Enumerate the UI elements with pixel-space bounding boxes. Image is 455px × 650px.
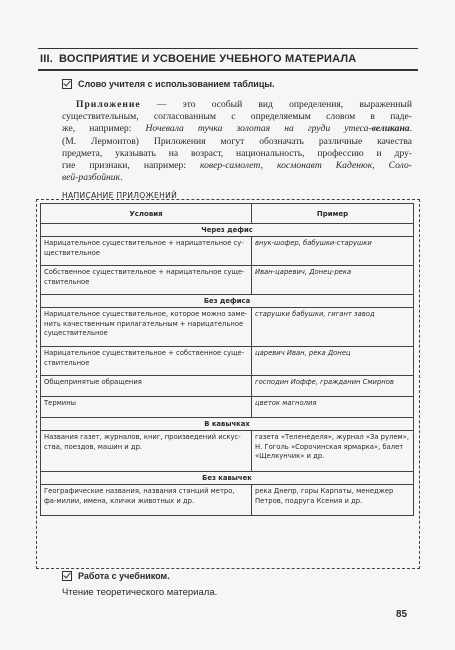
intro-line: предмета, указывать на возраст, национальность, профессию и дру- bbox=[62, 147, 412, 159]
example-cell: господин Иоффе, гражданин Смирнов bbox=[252, 376, 414, 397]
intro-line bbox=[62, 172, 412, 184]
condition-cell: Собственное существительное + нарицательное суще-ствительное bbox=[41, 266, 252, 295]
example-list: ковер-самолет, космонавт Каденюк, Соло- bbox=[200, 160, 412, 172]
task-textbook-work bbox=[62, 571, 170, 581]
table-row bbox=[41, 237, 414, 266]
example-highlight: великана bbox=[371, 123, 410, 135]
page-number: 85 bbox=[396, 609, 408, 620]
table-header-row bbox=[41, 204, 414, 224]
table-title: НАПИСАНИЕ ПРИЛОЖЕНИЙ bbox=[62, 191, 178, 200]
intro-line bbox=[62, 160, 412, 172]
intro-line: существительным, согласованным с определяемым словом в паде- bbox=[62, 111, 412, 123]
table-row bbox=[41, 397, 414, 418]
example-cell: внук-шофер, бабушки-старушки bbox=[252, 237, 414, 266]
group-without-quotes: Без кавычек bbox=[41, 472, 414, 485]
table-row bbox=[41, 485, 414, 516]
intro-text: . bbox=[120, 172, 123, 184]
example-cell: Иван-царевич, Донец-река bbox=[252, 266, 414, 295]
checkbox-icon bbox=[62, 79, 72, 89]
header-example: Пример bbox=[252, 204, 414, 224]
intro-text: гие признаки, например: bbox=[62, 160, 201, 172]
intro-line: (М. Лермонтов) Приложения могут обозначать различные качества bbox=[62, 135, 412, 147]
task-teacher-word bbox=[62, 79, 275, 89]
condition-cell: Нарицательное существительное + собственное суще-ствительное bbox=[41, 347, 252, 376]
table-row bbox=[41, 347, 414, 376]
intro-text: . bbox=[409, 123, 413, 135]
intro-paragraph bbox=[62, 99, 412, 184]
section-title: ВОСПРИЯТИЕ И УСВОЕНИЕ УЧЕБНОГО МАТЕРИАЛА bbox=[59, 53, 357, 65]
intro-text: — это особый вид определения, выраженный bbox=[140, 99, 412, 110]
example-cell: газета «Теленеделя», журнал «За рулем», Н. Гоголь «Сорочинская ярмарка», балет «Щелкунчик» и др. bbox=[252, 431, 414, 472]
condition-cell: Названия газет, журналов, книг, произведений искус-ства, поездов, машин и др. bbox=[41, 431, 252, 472]
header-conditions: Условия bbox=[41, 204, 252, 224]
term-appositive: Приложение bbox=[76, 99, 141, 110]
example-cell: старушки бабушки, гигант завод bbox=[252, 308, 414, 347]
example-quote: Ночевала тучка золотая на груди утеса- bbox=[145, 123, 372, 135]
task-label: Работа с учебником. bbox=[78, 571, 170, 581]
table-row bbox=[41, 266, 414, 295]
table-row bbox=[41, 376, 414, 397]
condition-cell: Общепринятые обращения bbox=[41, 376, 252, 397]
condition-cell: Географические названия, названия станций метро, фа-милии, имена, клички животных и др. bbox=[41, 485, 252, 516]
intro-line bbox=[62, 99, 412, 111]
example-list: вей-разбойник bbox=[62, 172, 121, 184]
table-row bbox=[41, 308, 414, 347]
intro-line bbox=[62, 123, 412, 135]
checkbox-icon bbox=[62, 571, 72, 581]
example-cell: река Днепр, горы Карпаты, менеджер Петров, подруга Ксения и др. bbox=[252, 485, 414, 516]
task-label: Слово учителя с использованием таблицы. bbox=[78, 79, 275, 89]
table-row bbox=[41, 431, 414, 472]
example-cell: цветок магнолия bbox=[252, 397, 414, 418]
section-header bbox=[38, 48, 418, 71]
condition-cell: Нарицательное существительное, которое можно заме-нить качественным прилагательным + нарицательное существительное bbox=[41, 308, 252, 347]
intro-text: же, например: bbox=[62, 123, 146, 135]
example-cell: царевич Иван, река Донец bbox=[252, 347, 414, 376]
condition-cell: Нарицательное существительное + нарицательное су-ществительное bbox=[41, 237, 252, 266]
section-number: III. bbox=[40, 53, 54, 65]
group-with-hyphen: Через дефис bbox=[41, 224, 414, 237]
group-without-hyphen: Без дефиса bbox=[41, 295, 414, 308]
condition-cell: Термины bbox=[41, 397, 252, 418]
reading-instruction: Чтение теоретического материала. bbox=[62, 587, 218, 598]
group-in-quotes: В кавычках bbox=[41, 418, 414, 431]
appositive-table bbox=[40, 203, 414, 516]
